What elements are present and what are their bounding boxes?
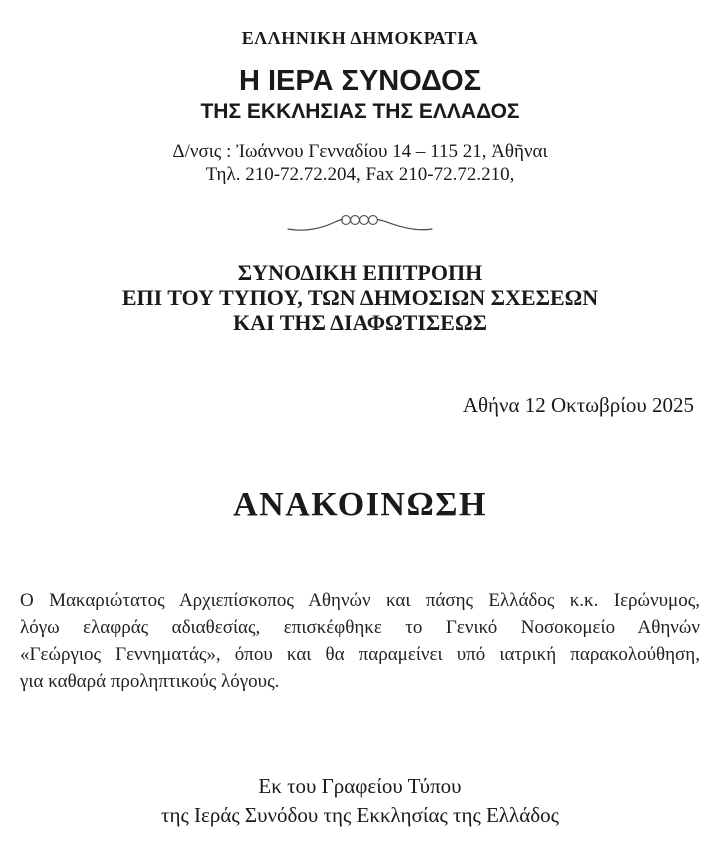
body-line-4: για καθαρά προληπτικούς λόγους.	[20, 671, 280, 692]
calligraphic-divider-ornament	[0, 204, 720, 238]
body-line-1: Ο Μακαριώτατος Αρχιεπίσκοπος Αθηνών και πάσης Ελλάδος κ.κ. Ιερώνυμος,	[20, 590, 700, 611]
committee-line-3: ΚΑΙ ΤΗΣ ΔΙΑΦΩΤΙΣΕΩΣ	[233, 310, 487, 335]
signature-block	[0, 772, 720, 830]
committee-line-2: ΕΠΙ ΤΟΥ ΤΥΠΟΥ, ΤΩΝ ΔΗΜΟΣΙΩΝ ΣΧΕΣΕΩΝ	[121, 285, 599, 310]
announcement-title: ΑΝΑΚΟΙΝΩΣΗ	[233, 486, 487, 523]
dateline: Αθήνα 12 Οκτωβρίου 2025	[462, 393, 694, 417]
address-line: Δ/νσις : Ἰωάννου Γενναδίου 14 – 115 21, Ἀθῆναι	[172, 141, 548, 162]
committee-line-1: ΣΥΝΟΔΙΚΗ ΕΠΙΤΡΟΠΗ	[237, 260, 483, 285]
flourish-icon	[285, 204, 435, 238]
announcement-body	[20, 587, 700, 695]
republic-title: ΕΛΛΗΝΙΚΗ ΔΗΜΟΚΡΑΤΙΑ	[241, 28, 479, 48]
signature-line-2: της Ιεράς Συνόδου της Εκκλησίας της Ελλάδος	[161, 803, 559, 827]
synod-title: Η ΙΕΡΑ ΣΥΝΟΔΟΣ	[238, 65, 482, 97]
signature-line-1: Εκ του Γραφείου Τύπου	[258, 774, 462, 798]
committee-heading	[0, 260, 720, 335]
body-line-2: λόγω ελαφράς αδιαθεσίας, επισκέφθηκε το Γενικό Νοσοκομείο Αθηνών	[20, 617, 700, 638]
letterhead-address-block	[0, 140, 720, 186]
phone-fax-line: Τηλ. 210-72.72.204, Fax 210-72.72.210,	[205, 164, 515, 185]
body-line-3: «Γεώργιος Γεννηματάς», όπου και θα παραμείνει υπό ιατρική παρακολούθηση,	[20, 644, 700, 665]
synod-subtitle: ΤΗΣ ΕΚΚΛΗΣΙΑΣ ΤΗΣ ΕΛΛΑΔΟΣ	[200, 100, 520, 123]
